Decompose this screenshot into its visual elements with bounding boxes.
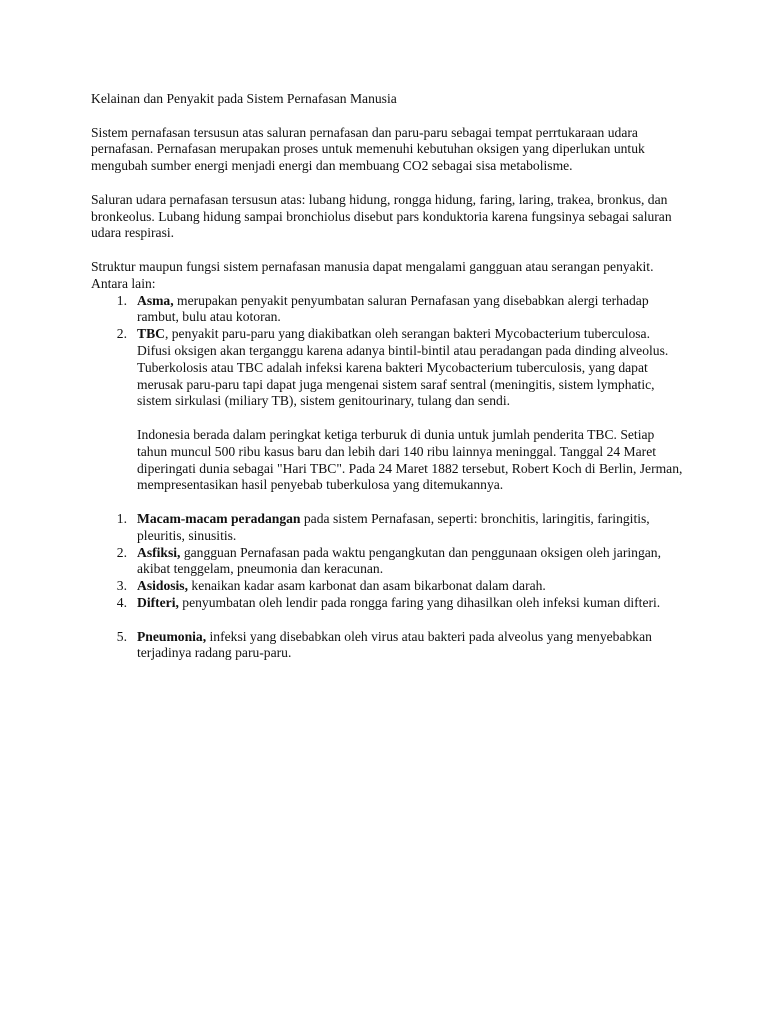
list-number: 3. (116, 578, 127, 594)
document-body (91, 91, 687, 662)
spacer (91, 175, 687, 192)
list-item (91, 293, 687, 327)
list-number: 2. (116, 544, 127, 560)
spacer (91, 410, 687, 427)
list-number: 4. (116, 594, 127, 610)
list-number: 1. (116, 510, 127, 526)
disease-term: Asma, (137, 292, 174, 308)
disease-term: Pneumonia, (137, 628, 207, 644)
list-item (91, 326, 687, 410)
spacer (91, 612, 687, 629)
paragraph-intro: Sistem pernafasan tersusun atas saluran pernafasan dan paru-paru sebagai tempat perrtukaraan udara pernafasan. Pernafasan merupakan proses untuk memenuhi kebutuhan oksigen yang diperlukan untuk mengubah sumber energi menjadi energi dan membuang CO2 sebagai sisa metabolisme. (91, 124, 645, 174)
disease-description: infeksi yang disebabkan oleh virus atau bakteri pada alveolus yang menyebabkan terjadinya radang paru-paru. (137, 628, 652, 661)
spacer (91, 242, 687, 259)
disease-list-2 (91, 511, 687, 612)
spacer (91, 108, 687, 125)
disease-term: Asidosis, (137, 578, 188, 594)
list-number: 1. (116, 292, 127, 308)
disease-term: TBC (137, 326, 165, 342)
disease-list-1 (91, 293, 687, 411)
paragraph-saluran: Saluran udara pernafasan tersusun atas: lubang hidung, rongga hidung, faring, laring, trakea, bronkus, dan bronkeolus. Lubang hidung sampai bronchiolus disebut pars konduktoria karena fungsinya sebagai saluran udara respirasi. (91, 191, 672, 241)
list-item (91, 511, 687, 545)
paragraph-struktur: Struktur maupun fungsi sistem pernafasan manusia dapat mengalami gangguan atau serangan penyakit. Antara lain: (91, 258, 654, 291)
list-item (91, 629, 687, 663)
disease-description: merupakan penyakit penyumbatan saluran Pernafasan yang disebabkan alergi terhadap rambut, bulu atau kotoran. (137, 292, 649, 325)
paragraph-tbc-indonesia: Indonesia berada dalam peringkat ketiga terburuk di dunia untuk jumlah penderita TBC. Setiap tahun muncul 500 ribu kasus baru dan lebih dari 140 ribu lainnya meninggal. Tanggal 24 Maret diperingati dunia sebagai "Hari TBC". Pada 24 Maret 1882 tersebut, Robert Koch di Berlin, Jerman, mempresentasikan hasil penyebab tuberkulosa yang ditemukannya. (137, 426, 683, 493)
disease-list-3 (91, 629, 687, 663)
list-item (91, 545, 687, 579)
list-number: 5. (116, 628, 127, 644)
disease-description: gangguan Pernafasan pada waktu pengangkutan dan penggunaan oksigen oleh jaringan, akibat tenggelam, pneumonia dan keracunan. (137, 544, 661, 577)
list-item (91, 595, 687, 612)
spacer (91, 494, 687, 511)
disease-description: penyumbatan oleh lendir pada rongga faring yang dihasilkan oleh infeksi kuman difteri. (178, 594, 661, 610)
disease-term: Macam-macam peradangan (137, 510, 301, 526)
disease-description: kenaikan kadar asam karbonat dan asam bikarbonat dalam darah. (188, 578, 546, 594)
disease-description: , penyakit paru-paru yang diakibatkan oleh serangan bakteri Mycobacterium tuberculosa. Difusi oksigen akan terganggu karena adanya bintil-bintil atau peradangan pada dinding alveolus. Tuberkolosis atau TBC adalah infeksi karena bakteri Mycobacterium tuberculosis, yang dapat merusak paru-paru tapi dapat juga mengenai sistem saraf sentral (meningitis, sistem lymphatic, sistem sirkulasi (miliary TB), sistem genitourinary, tulang dan sendi. (137, 326, 669, 409)
list-item (91, 578, 687, 595)
disease-term: Asfiksi, (137, 544, 181, 560)
disease-description: pada sistem Pernafasan, seperti: bronchitis, laringitis, faringitis, pleuritis, sinusitis. (137, 510, 650, 543)
document-title: Kelainan dan Penyakit pada Sistem Pernafasan Manusia (91, 91, 397, 106)
list-number: 2. (116, 326, 127, 342)
disease-term: Difteri, (137, 594, 179, 610)
